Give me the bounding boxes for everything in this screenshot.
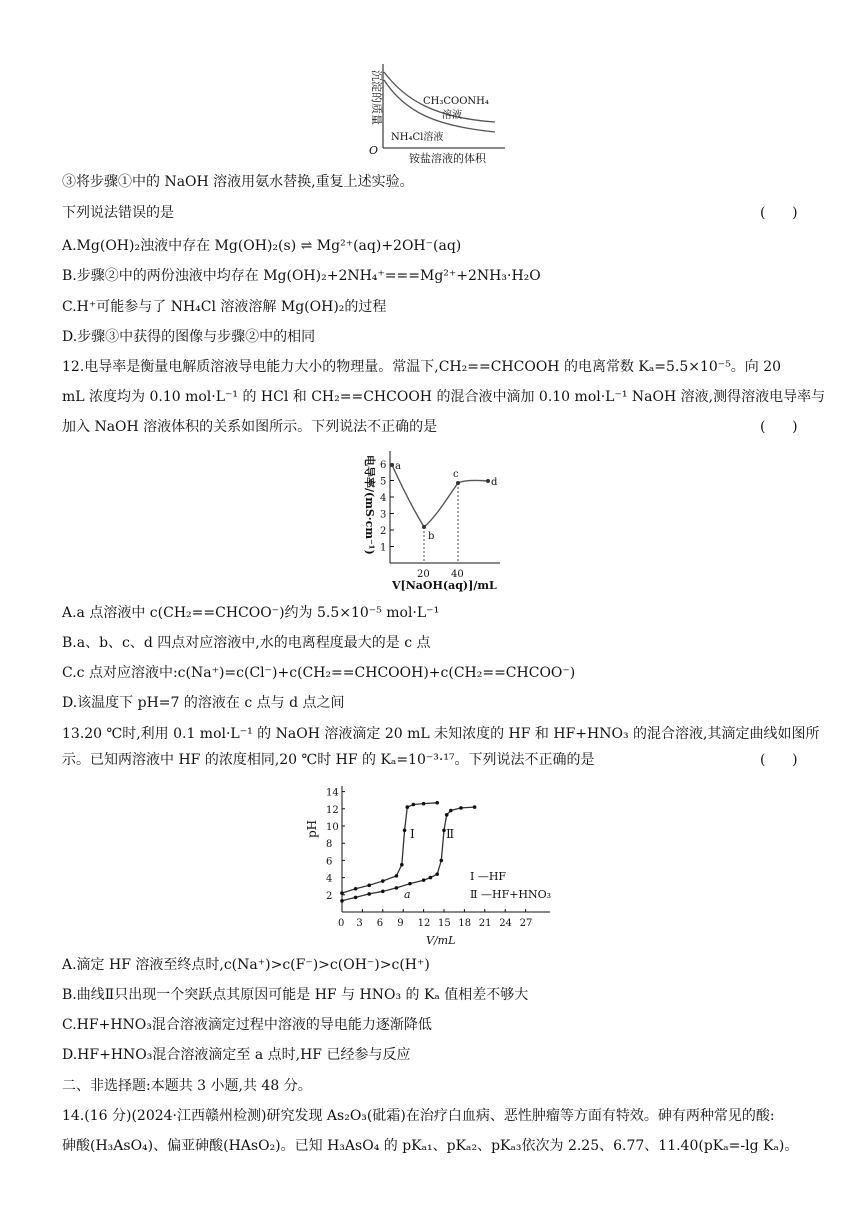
fig3-point-curve2 [422,878,426,882]
fig2-point-c [456,481,460,485]
fig3-point-curve2 [473,805,477,809]
fig1-curve-label-ch3: CH₃COONH₄ [423,96,489,107]
q12-line2: mL 浓度均为 0.10 mol·L⁻¹ 的 HCl 和 CH₂==CHCOOH 的混合液中滴加 0.10 mol·L⁻¹ NaOH 溶液,测得溶液电导率与 [62,389,826,405]
fig2-ytick-label: 1 [380,542,387,554]
fig3-point-curve2 [429,876,433,880]
fig2-ytick-label: 4 [380,493,387,504]
fig2-xtick-label: 20 [417,569,430,580]
q11-stem: 下列说法错误的是 [62,205,174,221]
q11-option-c: C.H⁺可能参与了 NH₄Cl 溶液溶解 Mg(OH)₂的过程 [62,299,387,315]
fig3-ytick-label: 14 [326,787,339,799]
fig3-xtick-label: 27 [519,918,533,929]
fig3-y-label: pH [305,819,319,838]
fig1-x-label: 铵盐溶液的体积 [409,152,486,165]
fig3-xtick-label: 21 [478,918,492,929]
fig2-point-a [390,463,394,467]
fig2-ytick-label: 5 [380,476,387,488]
fig3-point-curve1 [354,887,358,891]
q13-option-b: B.曲线Ⅱ只出现一个突跃点其原因可能是 HF 与 HNO₃ 的 Kₐ 值相差不够大 [62,987,529,1003]
fig3-point-curve1 [403,829,407,833]
q13-answer-paren: ( ) [760,752,798,768]
fig3-ytick-label: 8 [326,839,333,851]
fig3-point-curve1 [422,802,426,806]
fig3-point-curve1 [367,884,371,888]
q13-line1: 13.20 ℃时,利用 0.1 mol·L⁻¹ 的 NaOH 溶液滴定 20 mL 未知浓度的 HF 和 HF+HNO₃ 的混合溶液,其滴定曲线如图所 [62,726,820,742]
fig3-point-curve1 [405,805,409,809]
fig3-point-curve2 [439,859,443,863]
fig1-origin: O [369,144,379,157]
fig1-curve-label-ch3-sub: 溶液 [442,110,462,121]
section-heading: 二、非选择题:本题共 3 小题,共 48 分。 [62,1078,312,1094]
fig3-legend-1: Ⅰ —HF [470,870,507,883]
fig3-ytick-label: 6 [326,856,333,868]
fig2-ytick-label: 2 [380,526,387,537]
q14-line2: 砷酸(H₃AsO₄)、偏亚砷酸(HAsO₂)。已知 H₃AsO₄ 的 pKₐ₁、pKₐ₂、pKₐ₃依次为 2.25、6.77、11.40(pKₐ=-lg Kₐ)。 [62,1138,799,1154]
fig1-curve-label-nh4cl: NH₄Cl溶液 [391,132,444,143]
q13-option-a: A.滴定 HF 溶液至终点时,c(Na⁺)>c(F⁻)>c(OH⁻)>c(H⁺) [62,957,430,973]
q11-option-b: B.步骤②中的两份浊液中均存在 Mg(OH)₂+2NH₄⁺===Mg²⁺+2NH₃·H₂O [62,268,541,284]
fig2-label-c: c [453,469,459,480]
fig3-point-curve2 [395,886,399,890]
fig2-ytick-label: 6 [380,460,387,471]
q12-option-a: A.a 点溶液中 c(CH₂==CHCOO⁻)约为 5.5×10⁻⁵ mol·L⁻¹ [62,605,440,621]
fig2-label-a: a [395,461,401,472]
q12-line3: 加入 NaOH 溶液体积的关系如图所示。下列说法不正确的是 [62,419,438,435]
fig3-point-curve2 [381,890,385,894]
fig3-point-curve2 [408,882,412,886]
q12-answer-paren: ( ) [760,419,798,435]
titration-figure [305,780,570,948]
q11-answer-paren: ( ) [760,205,798,221]
q13-line2: 示。已知两溶液中 HF 的浓度相同,20 ℃时 HF 的 Kₐ=10⁻³·¹⁷。下列说法不正确的是 [62,752,595,768]
q13-option-d: D.HF+HNO₃混合溶液滴定至 a 点时,HF 已经参与反应 [62,1047,411,1063]
q11-option-d: D.步骤③中获得的图像与步骤②中的相同 [62,329,316,345]
fig3-origin-label: 0 [338,918,345,929]
fig3-ytick-label: 2 [326,890,333,902]
q11-option-a: A.Mg(OH)₂浊液中存在 Mg(OH)₂(s) ⇌ Mg²⁺(aq)+2OH⁻(aq) [62,238,462,254]
fig2-label-b: b [428,531,435,542]
fig3-point-curve2 [449,809,453,813]
fig3-point-curve2 [340,899,344,903]
fig3-ytick-label: 10 [326,822,339,833]
q12-option-b: B.a、b、c、d 四点对应溶液中,水的电离程度最大的是 c 点 [62,635,431,651]
fig3-xtick-label: 3 [356,918,363,929]
fig2-curve [392,465,488,527]
fig3-point-curve2 [435,872,439,876]
fig2-y-label: 电导率/(mS·cm⁻¹) [363,455,376,555]
fig2-point-b [422,525,426,529]
q12-option-c: C.c 点对应溶液中:c(Na⁺)=c(Cl⁻)+c(CH₂==CHCOOH)+c(CH₂==CHCOO⁻) [62,665,576,681]
fig2-xtick-label: 40 [451,569,464,580]
q13-option-c: C.HF+HNO₃混合溶液滴定过程中溶液的导电能力逐渐降低 [62,1017,432,1033]
fig3-point-curve1 [435,801,439,805]
fig3-point-a-label: a [404,888,411,901]
fig1-y-label: 沉淀的质量 [370,70,383,125]
fig3-point-curve2 [354,896,358,900]
fig3-point-curve1 [400,863,404,867]
fig3-curve1-label: Ⅰ [410,827,415,841]
q12-line1: 12.电导率是衡量电解质溶液导电能力大小的物理量。常温下,CH₂==CHCOOH 的电离常数 Kₐ=5.5×10⁻⁵。向 20 [62,359,782,375]
fig3-point-curve1 [412,803,416,807]
precipitate-mass-figure [355,62,515,168]
fig2-point-d [486,479,490,483]
fig2-x-label: V[NaOH(aq)]/mL [392,579,497,592]
fig3-point-curve1 [395,874,399,878]
fig3-xtick-label: 9 [397,918,404,929]
q12-option-d: D.该温度下 pH=7 的溶液在 c 点与 d 点之间 [62,695,345,711]
fig3-point-curve2 [445,813,449,817]
fig3-xtick-label: 24 [499,918,512,929]
fig3-ytick-label: 12 [326,804,339,816]
fig3-xtick-label: 6 [376,918,384,929]
fig2-label-d: d [491,477,498,488]
fig3-curve2-label: Ⅱ [446,827,455,841]
fig3-xtick-label: 18 [458,918,472,929]
fig3-point-curve1 [381,879,385,883]
fig3-legend-2: Ⅱ —HF+HNO₃ [470,888,552,901]
q11-step3: ③将步骤①中的 NaOH 溶液用氨水替换,重复上述实验。 [62,174,414,190]
conductivity-figure [340,447,510,595]
q14-line1: 14.(16 分)(2024·江西赣州检测)研究发现 As₂O₃(砒霜)在治疗白血病、恶性肿瘤等方面有特效。砷有两种常见的酸: [62,1108,775,1124]
fig3-xtick-label: 12 [417,918,431,929]
fig3-point-curve2 [367,892,371,896]
fig3-point-curve1 [340,891,344,895]
fig3-ytick-label: 4 [326,873,333,885]
fig3-x-label: V/mL [426,934,456,947]
fig3-xtick-label: 15 [438,918,451,929]
fig2-ytick-label: 3 [380,509,387,521]
fig3-point-curve2 [459,806,463,810]
